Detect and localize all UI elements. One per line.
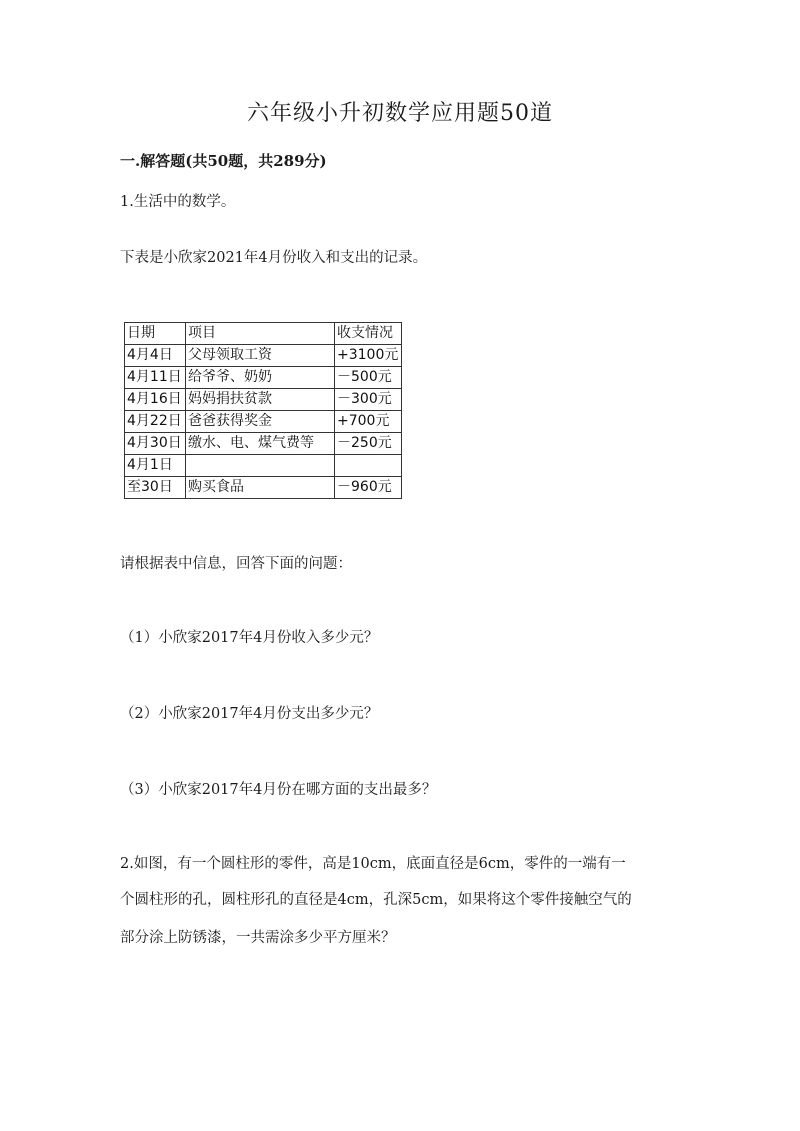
table-cell-date: 至30日 xyxy=(125,477,186,499)
table-cell-date: 4月11日 xyxy=(125,367,186,389)
table-row xyxy=(125,345,402,367)
table-cell-date: 4月4日 xyxy=(125,345,186,367)
question-2-line-2: 个圆柱形的孔，圆柱形孔的直径是4cm，孔深5cm，如果将这个零件接触空气的 xyxy=(120,892,632,908)
table-cell-amount: －960元 xyxy=(335,477,402,499)
question-1-prompt: 请根据表中信息，回答下面的问题： xyxy=(120,556,352,572)
table-row xyxy=(125,367,402,389)
table-header-item: 项目 xyxy=(186,323,335,345)
table-cell-date: 4月22日 xyxy=(125,411,186,433)
table-cell-amount: +700元 xyxy=(335,411,402,433)
table-cell-item: 缴水、电、煤气费等 xyxy=(186,433,335,455)
table-cell-amount xyxy=(335,455,402,477)
question-2-line-3: 部分涂上防锈漆，一共需涂多少平方厘米？ xyxy=(120,930,396,946)
table-row xyxy=(125,477,402,499)
question-2-line-1: 2.如图，有一个圆柱形的零件，高是10cm，底面直径是6cm，零件的一端有一 xyxy=(120,856,626,872)
table-cell-date: 4月16日 xyxy=(125,389,186,411)
table-cell-item xyxy=(186,455,335,477)
table-header-date: 日期 xyxy=(125,323,186,345)
table-row xyxy=(125,455,402,477)
table-cell-amount: －300元 xyxy=(335,389,402,411)
question-1-heading: 1.生活中的数学。 xyxy=(120,194,236,210)
table-row xyxy=(125,389,402,411)
table-header-amount: 收支情况 xyxy=(335,323,402,345)
section-header: 一.解答题(共50题，共289分) xyxy=(120,152,327,170)
question-1-intro: 下表是小欣家2021年4月份收入和支出的记录。 xyxy=(120,250,428,266)
table-header-row xyxy=(125,323,402,345)
page-title: 六年级小升初数学应用题50道 xyxy=(247,101,553,126)
table-row xyxy=(125,433,402,455)
table-cell-item: 爸爸获得奖金 xyxy=(186,411,335,433)
table-cell-item: 父母领取工资 xyxy=(186,345,335,367)
table-cell-item: 妈妈捐扶贫款 xyxy=(186,389,335,411)
subquestion-2: （2）小欣家2017年4月份支出多少元？ xyxy=(120,706,379,722)
table-cell-item: 给爷爷、奶奶 xyxy=(186,367,335,389)
table-cell-item: 购买食品 xyxy=(186,477,335,499)
table-row xyxy=(125,411,402,433)
table-cell-amount: －500元 xyxy=(335,367,402,389)
subquestion-3: （3）小欣家2017年4月份在哪方面的支出最多？ xyxy=(120,782,437,798)
table-cell-date: 4月30日 xyxy=(125,433,186,455)
subquestion-1: （1）小欣家2017年4月份收入多少元？ xyxy=(120,630,379,646)
table-cell-amount: +3100元 xyxy=(335,345,402,367)
table-cell-amount: －250元 xyxy=(335,433,402,455)
income-expense-table xyxy=(124,322,402,499)
table-cell-date: 4月1日 xyxy=(125,455,186,477)
